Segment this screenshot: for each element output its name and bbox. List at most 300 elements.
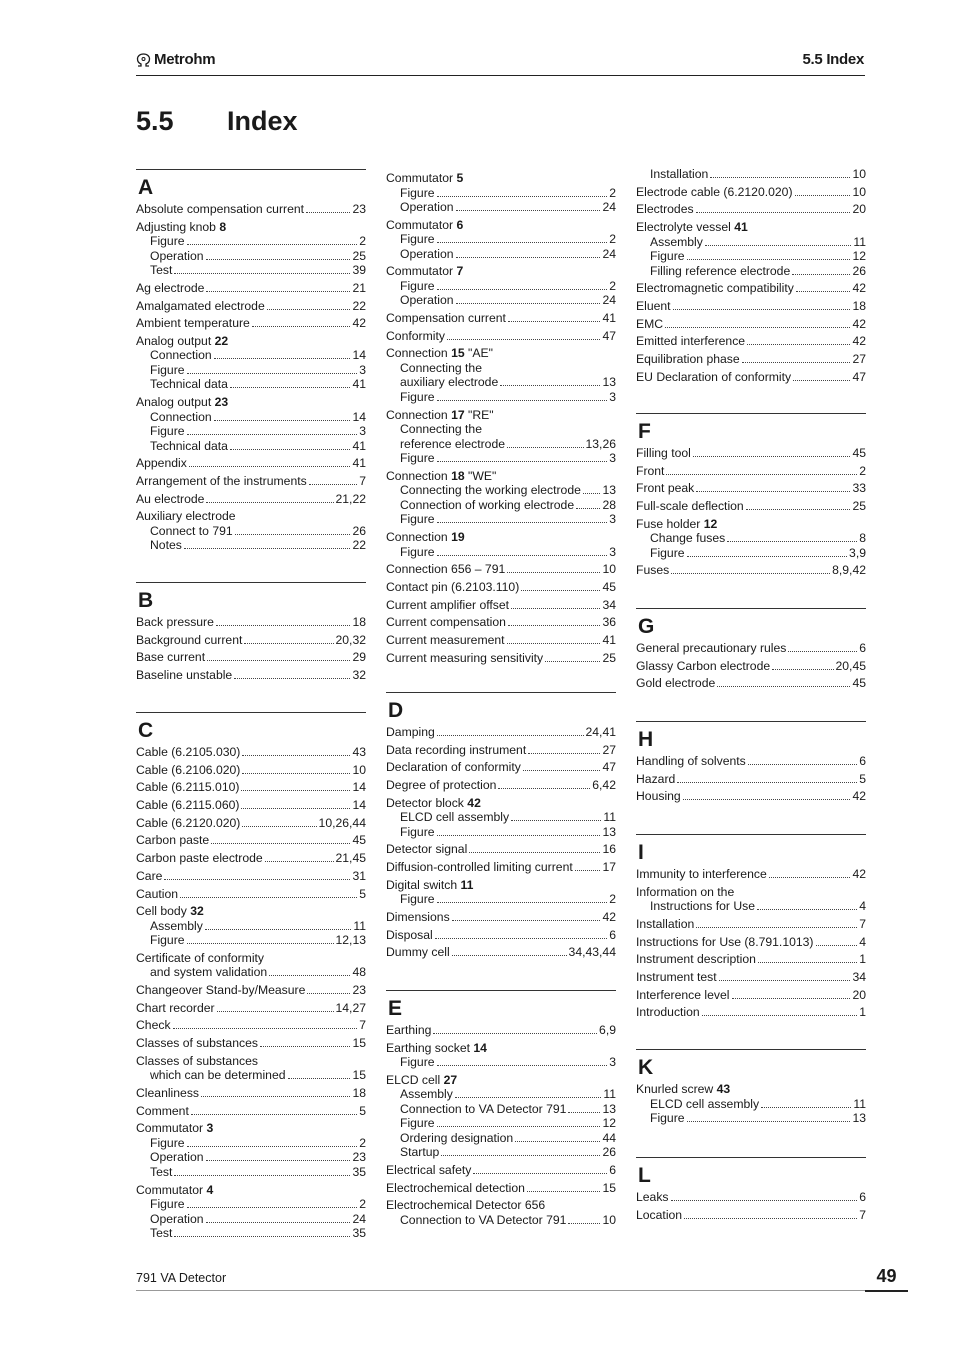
entry-page: 22 [352,538,366,553]
index-subentry [386,375,616,390]
dot-leader [230,449,351,450]
entry-page: 2 [359,1197,366,1212]
dot-leader [452,955,567,956]
entry-term: Connecting the [400,360,482,375]
index-entry [636,446,866,461]
entry-term-wrap [636,754,746,769]
dot-leader [693,456,851,457]
entry-term: Filling tool [636,446,691,460]
dot-leader [769,877,851,878]
index-section [136,582,366,683]
entry-term: Commutator [386,264,454,279]
index-entry [136,509,366,524]
entry-term-wrap [386,910,450,925]
entry-page: 26 [602,1145,616,1160]
index-subentry [136,377,366,392]
index-entry [386,615,616,630]
dot-leader [437,1065,608,1066]
dot-leader [710,177,850,178]
dot-leader [187,943,334,944]
index-entry [636,334,866,349]
entry-page: 18 [852,298,866,313]
entry-page: 15 [352,1068,366,1083]
dot-leader [696,491,850,492]
entry-term: Ambient temperature [136,316,250,331]
entry-term-wrap [386,1023,431,1038]
index-subentry [386,1131,616,1146]
dot-leader [174,1175,350,1176]
entry-term: Operation [150,1150,204,1165]
entry-term-wrap [150,524,233,539]
entry-term-wrap [136,509,236,524]
entry-page: 10,26,44 [318,815,366,830]
entry-term-wrap [386,580,519,595]
section-letter: A [138,176,154,199]
entry-term-wrap [136,456,187,471]
entry-term-wrap [136,615,214,630]
index-subentry [386,422,616,437]
entry-term: Equilibration phase [636,352,740,366]
entry-term: Dimensions [386,910,450,924]
entry-term-wrap [650,531,725,546]
entry-term-wrap [136,1018,171,1033]
entry-page: 3 [609,1055,616,1070]
entry-term-wrap [136,851,263,866]
entry-term-wrap [136,202,304,217]
entry-page: 14 [352,798,366,813]
index-entry [136,983,366,998]
entry-term-wrap [636,1005,700,1020]
entry-page: 21 [352,280,366,295]
entry-term-wrap [386,743,526,758]
entry-page: 13 [602,375,616,390]
dot-leader [772,669,833,670]
entry-term-wrap [136,887,178,902]
index-entry [136,816,366,831]
dot-leader [568,1223,600,1224]
logo-text: Metrohm [154,51,216,68]
entry-term: Carbon paste [136,833,210,848]
entry-suffix: "WE" [464,468,497,483]
entry-page: 39 [352,263,366,278]
index-subentry [386,1055,616,1070]
entry-page: 2 [359,234,366,249]
entry-term: Chart recorder [136,1000,215,1015]
entry-term: Current amplifier offset [386,597,510,612]
entry-term: Electromagnetic compatibility [636,281,794,296]
index-entry [136,299,366,314]
entry-page: 34 [602,597,616,612]
entry-term: Filling reference electrode [650,263,791,278]
index-entry [386,725,616,740]
index-entry [136,281,366,296]
entry-term-wrap [136,668,232,683]
entry-term-wrap [636,885,734,900]
entry-term-wrap [636,370,791,385]
entry-term: Au electrode [136,491,205,506]
index-subentry [386,1087,616,1102]
dot-leader [201,1096,350,1097]
dot-leader [437,522,608,523]
index-entry [386,910,616,925]
index-entry [636,352,866,367]
dot-leader [717,686,850,687]
entry-term: Detector block [386,795,464,810]
entry-page: 24 [602,246,616,261]
entry-page: 11 [603,1087,616,1102]
index-subentry [386,279,616,294]
entry-term: Declaration of conformity [386,760,521,775]
entry-term-wrap [400,279,435,294]
entry-term-wrap [150,919,203,934]
entry-page: 6,42 [592,778,616,793]
dot-leader [433,1033,597,1034]
entry-page: 14 [352,780,366,795]
entry-term: Current measurement [386,632,505,647]
entry-page: 13 [602,824,616,839]
entry-term: Figure [400,1055,435,1070]
entry-term: Current measuring sensitivity [386,650,544,665]
index-entry [136,1104,366,1119]
index-entry [386,562,616,577]
dot-leader [265,861,334,862]
index-entry [136,904,366,919]
entry-term: Figure [650,1111,685,1125]
index-subentry [386,483,616,498]
entry-term-wrap [636,464,664,479]
dot-leader [187,1146,358,1147]
dot-leader [727,541,857,542]
entry-page: 20,45 [835,658,866,673]
index-entry [636,202,866,217]
index-subentry [636,235,866,250]
index-entry [136,851,366,866]
index-entry [636,1005,866,1020]
entry-term: Connecting the [400,422,482,437]
entry-term: Disposal [386,927,433,942]
entry-page: 42 [852,316,866,331]
entry-term-wrap [386,562,505,577]
index-entry [636,370,866,385]
entry-term: Electrodes [636,202,694,217]
index-entry [386,530,616,545]
entry-term: Leaks [636,1190,669,1204]
entry-term: EMC [636,316,664,331]
dot-leader [306,212,350,213]
index-subentry [386,892,616,907]
entry-term: Fuse holder [636,516,701,531]
entry-term-wrap [150,1068,286,1083]
dot-leader [206,259,351,260]
entry-term: Cell body [136,904,187,919]
entry-term-wrap [150,249,204,264]
dot-leader [184,548,351,549]
dot-leader [511,608,600,609]
entry-page: 31 [352,868,366,883]
index-subentry [386,498,616,513]
index-entry [136,456,366,471]
dot-leader [309,484,358,485]
entry-term: Adjusting knob [136,219,216,234]
entry-page: 14 [352,409,366,424]
index-entry [636,935,866,950]
entry-term: EU Declaration of conformity [636,369,792,384]
dot-leader [260,1046,351,1047]
entry-term-wrap [386,945,450,960]
entry-term: Certificate of conformity [136,950,265,965]
entry-page: 11 [353,918,366,933]
entry-term-wrap [136,1001,215,1016]
index-entry [636,1208,866,1223]
entry-page: 44 [602,1130,616,1145]
entry-term: Analog output [136,395,212,410]
entry-term-wrap [636,499,744,514]
dot-leader [437,242,608,243]
index-section [136,169,366,553]
entry-page: 47 [852,369,866,384]
entry-term-wrap [636,952,756,967]
section-rule [136,582,366,583]
entry-term: Digital switch [386,877,458,892]
entry-page: 11 [853,1096,866,1111]
entry-page: 2 [609,185,616,200]
header-section-label: 5.5 Index [802,51,864,68]
entry-item-number: 15 [451,346,465,361]
dot-leader [498,788,590,789]
entry-page: 28 [602,497,616,512]
dot-leader [757,909,857,910]
entry-term: Figure [400,1116,435,1131]
entry-term-wrap [386,408,494,423]
index-entry [636,952,866,967]
entry-term: Connection [386,346,448,361]
entry-item-number: 23 [214,395,229,410]
entry-term-wrap [636,935,814,950]
entry-page: 35 [352,1226,366,1241]
section-rule [136,169,366,170]
dot-leader [792,274,850,275]
entry-page: 17 [602,860,616,875]
entry-term: Figure [150,362,185,377]
entry-page: 12 [602,1116,616,1131]
entry-page: 14,27 [335,1000,366,1015]
entry-term: Handling of solvents [636,754,746,768]
section-rule [636,834,866,835]
dot-leader [671,573,830,574]
entry-term-wrap [386,1181,525,1196]
entry-term-wrap [400,375,498,390]
index-entry [636,659,866,674]
entry-page: 42 [352,316,366,331]
entry-term: Gold electrode [636,676,716,691]
entry-suffix: "RE" [464,407,494,422]
entry-page: 3 [609,544,616,559]
index-entry [136,220,366,235]
entry-page: 41 [352,456,366,471]
entry-term: Operation [150,1211,204,1226]
index-entry [636,1190,866,1205]
entry-term-wrap [136,395,228,410]
entry-term-wrap [650,249,685,264]
dot-leader [665,327,850,328]
entry-term: Cable (6.2106.020) [136,762,241,777]
entry-page: 10 [852,167,866,181]
index-subentry [136,1226,366,1241]
index-entry [386,580,616,595]
index-entry [136,668,366,683]
entry-term-wrap [636,659,770,674]
entry-term: Auxiliary electrode [136,509,236,524]
entry-page: 3 [609,451,616,466]
dot-leader [189,466,351,467]
entry-page: 34 [852,969,866,984]
section-letter: L [638,1164,651,1187]
entry-page: 25 [852,499,866,514]
entry-term-wrap [650,1111,685,1126]
entry-term: Figure [150,424,185,439]
entry-term: Connection 656 – 791 [386,562,506,577]
index-subentry [386,437,616,452]
entry-term: Front [636,463,665,478]
index-entry [636,499,866,514]
entry-term-wrap [636,517,717,532]
entry-term-wrap [386,311,506,326]
entry-term: Electrode cable (6.2120.020) [636,184,793,199]
entry-term: Figure [400,232,435,247]
entry-page: 13 [602,483,616,498]
entry-page: 42 [852,789,866,804]
entry-term: Data recording instrument [386,742,527,757]
entry-term-wrap [386,171,463,186]
dot-leader [575,870,601,871]
entry-term-wrap [136,951,264,966]
index-subentry [136,1068,366,1083]
entry-term: Change fuses [650,531,726,546]
entry-term-wrap [400,810,509,825]
metrohm-omega-icon [136,53,151,67]
entry-term-wrap [400,1102,566,1117]
entry-term: Connection [386,530,448,544]
index-subentry [136,249,366,264]
index-entry [636,220,866,235]
index-entry [136,763,366,778]
entry-term-wrap [386,842,467,857]
entry-term: Dummy cell [386,945,450,960]
entry-term: Figure [400,544,435,559]
dot-leader [216,625,351,626]
index-section [636,721,866,804]
entry-page: 13 [602,1101,616,1116]
entry-page: 10 [852,184,866,199]
index-entry [386,878,616,893]
entry-term: Assembly [150,918,203,933]
dot-leader [576,508,600,509]
index-subentry [136,524,366,539]
dot-leader [473,1173,607,1174]
index-section [636,834,866,1020]
dot-leader [435,938,607,939]
entry-term-wrap [150,1150,204,1165]
index-entry [386,311,616,326]
entry-term-wrap [136,633,242,648]
index-entry [136,202,366,217]
entry-term: Base current [136,650,206,665]
dot-leader [696,212,851,213]
entry-term-wrap [150,263,172,278]
dot-leader [437,555,608,556]
section-letter: C [138,719,154,742]
dot-leader [230,387,351,388]
logo [136,51,215,68]
dot-leader [173,1028,358,1029]
entry-term-wrap [386,878,473,893]
entry-item-number: 22 [214,333,229,348]
entry-term-wrap [386,329,445,344]
entry-page: 6,9 [599,1023,616,1037]
entry-term-wrap [150,1165,172,1180]
entry-term-wrap [136,281,204,296]
entry-term-wrap [150,933,185,948]
index-entry [136,1086,366,1101]
dot-leader [234,678,350,679]
dot-leader [515,1141,600,1142]
entry-term: Immunity to interference [636,867,767,881]
entry-page: 45 [852,676,866,691]
entry-term-wrap [386,469,496,484]
entry-page: 23 [352,983,366,998]
entry-term: Comment [136,1103,189,1118]
entry-term: Detector signal [386,842,468,857]
dot-leader [244,643,333,644]
entry-page: 34,43,44 [568,945,616,960]
entry-page: 13 [852,1111,866,1125]
entry-term-wrap [636,1190,669,1205]
section-rule [636,413,866,414]
entry-term-wrap [636,185,793,200]
dot-leader [702,1015,858,1016]
entry-term-wrap [636,446,691,461]
entry-term: Connection [150,409,212,424]
entry-term-wrap [400,247,454,262]
index-section [386,990,616,1227]
entry-term: Carbon paste electrode [136,851,263,866]
index-entry [136,650,366,665]
entry-page: 18 [352,1086,366,1100]
entry-term-wrap [136,299,265,314]
entry-item-number: 3 [206,1121,214,1136]
entry-term: Commutator [386,171,454,185]
entry-term: Connection [150,348,212,363]
index-entry [636,867,866,882]
entry-term: Notes [150,538,182,553]
entry-term: Background current [136,632,243,647]
index-entry [386,1041,616,1056]
entry-page: 10 [602,1212,616,1227]
index-subentry [136,538,366,553]
entry-term: Compensation current [386,311,506,326]
index-subentry [136,1197,366,1212]
entry-term-wrap [150,348,212,363]
dot-leader [742,362,851,363]
dot-leader [164,879,350,880]
index-entry [136,633,366,648]
entry-term-wrap [400,1213,566,1228]
entry-term-wrap [136,780,239,795]
entry-term: Startup [400,1145,440,1160]
entry-term: Diffusion-controlled limiting current [386,860,573,875]
index-entry [636,481,866,496]
dot-leader [214,358,351,359]
